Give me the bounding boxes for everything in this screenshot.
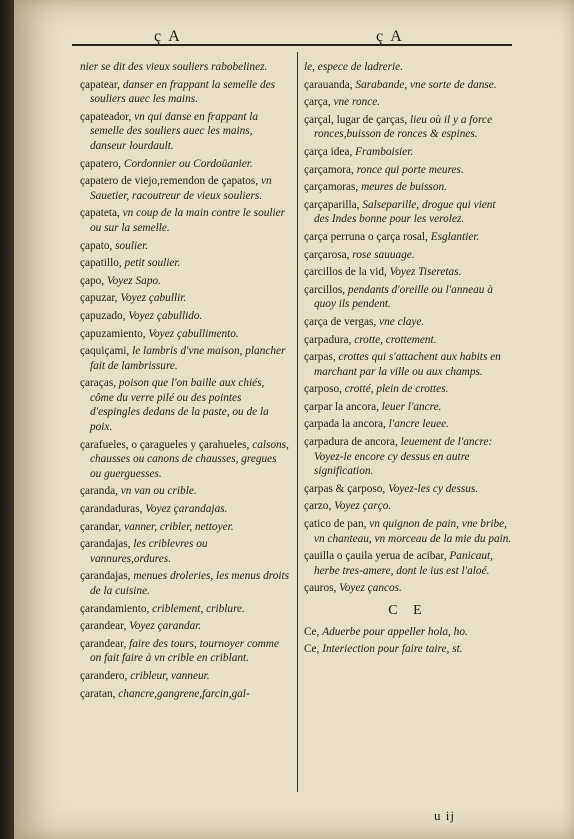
- entry-definition: menues droleries, les menus droits de la cuisine.: [90, 570, 290, 597]
- entry-headword: çarzo,: [304, 500, 335, 513]
- entry-definition: leuement de l'ancre: Voyez-le encore cy dessus en autre signification.: [314, 436, 493, 478]
- entry-definition: les criblevres ou vannures,ordures.: [90, 538, 208, 565]
- entry-headword: çapateta,: [80, 207, 123, 220]
- dictionary-entry: [80, 569, 290, 598]
- dictionary-entry: [304, 625, 512, 640]
- dictionary-entry: [80, 110, 290, 154]
- entry-definition: Voyez çarço.: [334, 500, 392, 513]
- entry-headword: çarandamiento,: [80, 602, 153, 615]
- entry-headword: çarandar,: [80, 520, 125, 533]
- entry-definition: Voyez çabullir.: [120, 292, 187, 305]
- entry-definition: cribleur, vanneur.: [130, 669, 210, 682]
- dictionary-entry: [80, 309, 290, 324]
- header-rule: [72, 44, 512, 46]
- entry-definition: vn quignon de pain, vne bribe, vn chanteau, vn morceau de la mie du pain.: [314, 518, 512, 545]
- dictionary-entry: [304, 145, 512, 160]
- dictionary-entry: [304, 198, 512, 227]
- entry-headword: çarçamoras,: [304, 181, 362, 194]
- entry-definition: vn qui danse en frappant la semelle des souliers auec les mains, danseur lourdault.: [90, 110, 259, 152]
- entry-definition: crotte, crottement.: [354, 333, 437, 346]
- entry-definition: Voyez çancos.: [339, 582, 402, 595]
- entry-headword: çarpadura de ancora,: [304, 436, 401, 449]
- entry-definition: leuer l'ancre.: [381, 400, 442, 413]
- dictionary-entry: [80, 438, 290, 482]
- dictionary-entry: [304, 333, 512, 348]
- entry-definition: crotté, plein de crottes.: [344, 383, 449, 396]
- entry-headword: çarçamora,: [304, 163, 357, 176]
- right-column-entries-after: [304, 625, 512, 657]
- entry-definition: le lambris d'vne maison, plancher fait de lambrissure.: [90, 345, 286, 372]
- entry-definition: Esglantier.: [430, 230, 480, 243]
- entry-headword: çarandero,: [80, 669, 131, 682]
- entry-headword: çarcillos,: [304, 283, 348, 296]
- entry-definition: criblement, criblure.: [152, 602, 245, 615]
- dictionary-entry: [304, 499, 512, 514]
- entry-headword: çarafueles, o çaragueles y çarahueles,: [80, 438, 253, 451]
- entry-definition: poison que l'on baille aux chiés, côme du verre pilé ou des pointes d'espingles dedans de la paste, ou de la poix.: [90, 377, 269, 434]
- entry-definition: Framboisier.: [355, 145, 414, 158]
- entry-headword: çarandajas,: [80, 570, 134, 583]
- entry-headword: çarandear,: [80, 620, 130, 633]
- dictionary-entry: [80, 206, 290, 235]
- dictionary-entry: [80, 502, 290, 517]
- signature-mark: u ij: [434, 808, 455, 823]
- running-head-left: ç A: [154, 28, 182, 45]
- dictionary-entry: [304, 230, 512, 245]
- dictionary-entry: [80, 157, 290, 172]
- entry-definition: Panicaut, herbe tres-amere, dont le ius est l'aloé.: [314, 550, 494, 577]
- entry-definition: Voyez çarandar.: [129, 620, 202, 633]
- entry-definition: vn coup de la main contre le soulier ou sur la semelle.: [90, 207, 286, 234]
- dictionary-entry: [80, 537, 290, 566]
- dictionary-entry: [304, 95, 512, 110]
- entry-headword: çarça de vergas,: [304, 315, 380, 328]
- entry-headword: çarpar la ancora,: [304, 400, 382, 413]
- entry-headword: çaranda,: [80, 485, 121, 498]
- dictionary-entry: [80, 619, 290, 634]
- dictionary-entry: [304, 517, 512, 546]
- column-divider: [297, 52, 298, 792]
- entry-headword: çapatillo,: [80, 257, 125, 270]
- dictionary-entry: [80, 174, 290, 203]
- dictionary-entry: [80, 274, 290, 289]
- entry-headword: çarpas,: [304, 351, 339, 364]
- entry-headword: çarçarosa,: [304, 248, 353, 261]
- entry-headword: çapatero de viejo,remendon de çapatos,: [80, 175, 261, 188]
- dictionary-entry: [80, 327, 290, 342]
- section-heading: C E: [388, 603, 428, 618]
- entry-headword: çarandajas,: [80, 538, 134, 551]
- dictionary-entry: [304, 400, 512, 415]
- entry-headword: çauilla o çauila yerua de acibar,: [304, 550, 450, 563]
- entry-definition: Interiection pour faire taire, st.: [322, 643, 463, 656]
- entry-headword: çauros,: [304, 582, 340, 595]
- entry-definition: vne ronce.: [333, 96, 381, 109]
- entry-headword: çarandear,: [80, 637, 130, 650]
- entry-definition: Cordonnier ou Cordoüanier.: [123, 157, 253, 170]
- entry-definition: crottes qui s'attachent aux habits en marchant par la ville ou aux champs.: [314, 351, 501, 378]
- dictionary-entry: [80, 637, 290, 666]
- dictionary-entry: [80, 60, 290, 75]
- entry-definition: lieu où il y a force ronces,buisson de ronces & espines.: [314, 113, 493, 141]
- entry-headword: çapuzamiento,: [80, 327, 149, 340]
- dictionary-entry: [80, 602, 290, 617]
- entry-definition: nier se dit des vieux souliers rabobelinez.: [80, 61, 268, 73]
- entry-definition: petit soulier.: [124, 257, 181, 270]
- entry-definition: chancre,gangrene,farcin,gal-: [118, 687, 250, 700]
- dictionary-entry: [80, 78, 290, 107]
- dictionary-entry: [304, 113, 512, 142]
- running-head-right: ç A: [376, 28, 404, 45]
- dictionary-entry: [304, 283, 512, 312]
- dictionary-entry: [80, 376, 290, 434]
- dictionary-entry: [80, 669, 290, 684]
- entry-headword: çarçal, lugar de çarças,: [304, 113, 410, 126]
- entry-headword: çapatero,: [80, 157, 124, 170]
- entry-definition: faire des tours, tournoyer comme on fait faire à vn crible en criblant.: [90, 637, 279, 665]
- dictionary-entry: [304, 180, 512, 195]
- dictionary-entry: [80, 520, 290, 535]
- entry-definition: ronce qui porte meures.: [356, 163, 464, 176]
- entry-definition: vn Sauetier, racoutreur de vieux souliers.: [90, 175, 272, 202]
- entry-definition: Voyez çabullimento.: [148, 327, 239, 340]
- entry-definition: l'ancre leuee.: [388, 418, 450, 431]
- dictionary-entry: [304, 581, 512, 596]
- right-column: [304, 60, 512, 660]
- entry-definition: Voyez-les cy dessus.: [388, 482, 479, 495]
- entry-headword: çarpas & çarposo,: [304, 482, 389, 495]
- entry-headword: çarça,: [304, 96, 334, 109]
- entry-definition: pendants d'oreille ou l'anneau à quoy ils pendent.: [314, 283, 493, 311]
- entry-headword: çarça idea,: [304, 145, 356, 158]
- entry-headword: çarpadura,: [304, 333, 355, 346]
- entry-headword: çaraças,: [80, 377, 119, 390]
- entry-headword: çapatear,: [80, 78, 123, 91]
- entry-headword: çapo,: [80, 274, 107, 287]
- entry-definition: Sarabande, vne sorte de danse.: [355, 78, 497, 91]
- entry-headword: çapato,: [80, 239, 116, 252]
- entry-headword: çarpada la ancora,: [304, 418, 389, 431]
- entry-headword: çapateador,: [80, 110, 135, 123]
- entry-headword: çarçaparilla,: [304, 198, 363, 211]
- dictionary-entry: [80, 344, 290, 373]
- entry-definition: Voyez Sapo.: [106, 274, 161, 287]
- entry-definition: Voyez çabullido.: [128, 309, 203, 322]
- dictionary-entry: [80, 687, 290, 702]
- entry-headword: çarcillos de la vid,: [304, 266, 390, 279]
- dictionary-entry: [80, 256, 290, 271]
- dictionary-entry: [304, 549, 512, 578]
- entry-definition: Voyez Tiseretas.: [389, 266, 462, 279]
- entry-headword: çarandaduras,: [80, 503, 146, 516]
- dictionary-entry: [304, 642, 512, 657]
- entry-headword: çaratan,: [80, 687, 119, 700]
- entry-headword: çapuzar,: [80, 292, 121, 305]
- entry-definition: meures de buisson.: [361, 181, 447, 194]
- dictionary-entry: [80, 484, 290, 499]
- dictionary-entry: [304, 163, 512, 178]
- dictionary-entry: [304, 265, 512, 280]
- dictionary-entry: [80, 239, 290, 254]
- entry-definition: vanner, cribler, nettoyer.: [124, 520, 234, 533]
- dictionary-entry: [304, 60, 512, 75]
- entry-headword: çarça perruna o çarça rosal,: [304, 230, 431, 243]
- left-column: [80, 60, 290, 704]
- dictionary-entry: [80, 291, 290, 306]
- entry-headword: Ce,: [304, 643, 323, 656]
- entry-headword: çarposo,: [304, 383, 345, 396]
- entry-definition: danser en frappant la semelle des souliers auec les mains.: [90, 78, 275, 106]
- entry-definition: le, espece de ladrerie.: [304, 61, 404, 73]
- entry-definition: soulier.: [115, 239, 149, 252]
- entry-definition: calsons, chausses ou canons de chausses, gregues ou guerguesses.: [90, 438, 289, 480]
- dictionary-entry: [304, 350, 512, 379]
- entry-definition: vn van ou crible.: [120, 485, 197, 498]
- book-gutter-edge: [0, 0, 14, 839]
- dictionary-entry: [304, 482, 512, 497]
- entry-definition: Voyez çarandajas.: [145, 503, 228, 516]
- entry-definition: Salseparille, drogue qui vient des Indes bonne pour les verolez.: [314, 198, 496, 226]
- entry-headword: Ce,: [304, 625, 323, 638]
- dictionary-page: [14, 0, 574, 839]
- dictionary-entry: [304, 248, 512, 263]
- right-column-entries: [304, 60, 512, 596]
- entry-definition: vne claye.: [379, 315, 425, 328]
- entry-definition: Aduerbe pour appeller hola, ho.: [322, 625, 468, 638]
- entry-headword: çaquiçami,: [80, 345, 133, 358]
- dictionary-entry: [304, 435, 512, 479]
- entry-headword: çapuzado,: [80, 309, 129, 322]
- dictionary-entry: [304, 382, 512, 397]
- entry-headword: çatico de pan,: [304, 518, 370, 531]
- dictionary-entry: [304, 78, 512, 93]
- entry-headword: çarauanda,: [304, 78, 356, 91]
- dictionary-entry: [304, 315, 512, 330]
- dictionary-entry: [304, 417, 512, 432]
- entry-definition: rose sauuage.: [352, 248, 415, 261]
